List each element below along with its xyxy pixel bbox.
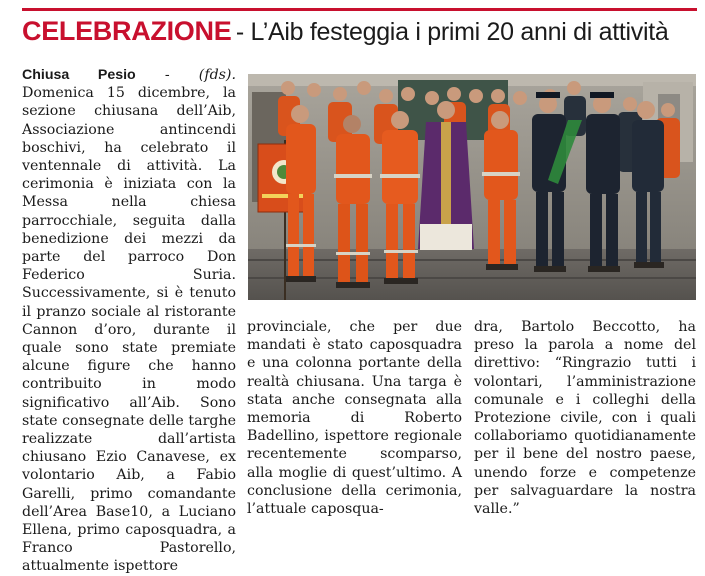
article-column-1 — [22, 66, 236, 576]
article-text-1: Domenica 15 dicembre, la sezione chiusana dell’Aib, Associazione antincendi boschivi, ha celebrato il ventennale di attività. La cerimonia è iniziata con la Messa nella chiesa parrocchiale, seguita dalla benedizione dei mezzi da parte del parroco Don Federico Suria. Successivamente, si è tenuto il pranzo sociale al ristorante Cannon d’oro, durante il quale sono state premiate alcune figure che hanno contribuito in modo significativo all’Aib. Sono state consegnate delle targhe realizzate dall’artista chiusano Ezio Canavese, ex volontario Aib, a Fabio Garelli, primo comandante dell’Area Base10, a Luciano Ellena, primo caposquadra, a Franco Pastorello, attualmente ispettore — [22, 85, 236, 575]
article-column-2: provinciale, che per due mandati è stato caposquadra e una colonna portante della realtà chiusana. Una targa è stata anche consegnata alla memoria di Roberto Badellino, ispettore regionale recentemente scomparso, alla moglie di quest’ultimo. A conclusione della cerimonia, l’attuale caposqua- — [247, 319, 462, 518]
headline — [22, 16, 698, 56]
group-photo — [248, 74, 696, 300]
byline-place: Chiusa Pesio — [22, 67, 136, 83]
headline-title: - L’Aib festeggia i primi 20 anni di attività — [235, 18, 669, 46]
headline-kicker: CELEBRAZIONE — [22, 16, 232, 46]
group-photo-illustration — [248, 74, 696, 300]
headline-rule — [22, 8, 697, 11]
byline-signature: (fds). — [198, 67, 236, 83]
byline-separator: - — [135, 67, 199, 83]
article-column-3: dra, Bartolo Beccotto, ha preso la parola a nome del direttivo: “Ringrazio tutti i volontari, l’amministrazione comunale e i colleghi della Protezione civile, con i quali collaboriamo quotidianamente per il bene del nostro paese, unendo forze e competenze per salvaguardare la nostra valle.” — [474, 319, 696, 518]
